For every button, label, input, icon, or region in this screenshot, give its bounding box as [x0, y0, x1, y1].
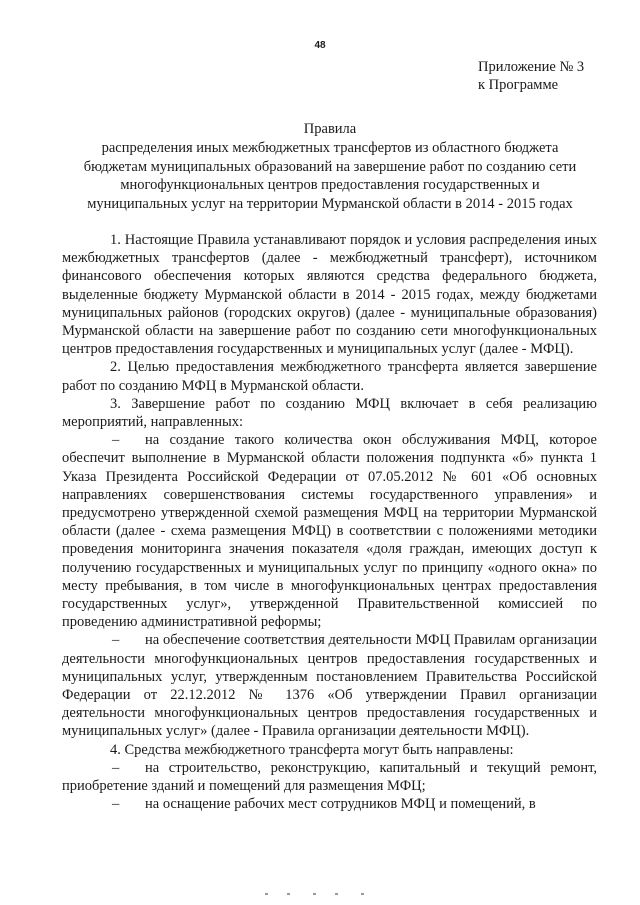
scan-dot [313, 893, 316, 895]
bullet-text: на строительство, реконструкцию, капитальный и текущий ремонт, приобретение зданий и помещений для размещения МФЦ; [62, 759, 597, 795]
bullet-item [62, 431, 597, 631]
title-line: распределения иных межбюджетных трансфертов из областного бюджета [101, 140, 559, 157]
bullet-item [62, 795, 597, 813]
paragraph-4: 4. Средства межбюджетного трансферта могут быть направлены: [110, 741, 514, 758]
appendix-number: Приложение № 3 [478, 59, 585, 75]
scan-artifact [265, 893, 385, 897]
paragraph-1: 1. Настоящие Правила устанавливают порядок и условия распределения иных межбюджетных трансфертов (далее - межбюджетный трансферт), источником финансового обеспечения которых являются средства федерального бюджета, выделенные бюджету Мурманской области в 2014 - 2015 годах, между бюджетами муниципальных районов (городских округов) (далее - муниципальные образования) Мурманской области на завершение работ по созданию сети многофункциональных центров предоставления государственных и муниципальных услуг (далее - МФЦ). [62, 232, 597, 358]
scan-dot [335, 893, 338, 895]
title-line: многофункциональных центров предоставления государственных и [120, 177, 540, 194]
bullet-item [62, 759, 597, 795]
dash-marker: – [112, 632, 120, 649]
paragraph-3: 3. Завершение работ по созданию МФЦ включает в себя реализацию мероприятий, направленных: [62, 395, 597, 431]
scan-dot [265, 893, 268, 895]
dash-marker: – [112, 432, 120, 449]
document-body [62, 231, 597, 814]
page-number: 48 [314, 40, 326, 51]
appendix-label [478, 58, 584, 94]
title-main: Правила [303, 121, 357, 137]
dash-marker: – [112, 796, 120, 813]
title-line: бюджетам муниципальных образований на завершение работ по созданию сети [83, 158, 577, 175]
bullet-item [62, 631, 597, 740]
bullet-text: на создание такого количества окон обслуживания МФЦ, которое обеспечит выполнение в Мурманской области положения подпункта «б» пункта 1 Указа Президента Российской Федерации от 07.05.2012 № 601 «Об основных направлениях совершенствования системы государственного управления» и предусмотрено утвержденной схемой размещения МФЦ на территории Мурманской области (далее - схема размещения МФЦ) в соответствии с положениями методики проведения мониторинга значения показателя «доля граждан, имеющих доступ к получению государственных и муниципальных услуг по принципу «одного окна» по месту пребывания, в том числе в многофункциональных центрах предоставления государственных услуг», утвержденной Правительственной комиссией по проведению административной реформы; [62, 432, 597, 631]
bullet-text: на обеспечение соответствия деятельности МФЦ Правилам организации деятельности многофункциональных центров предоставления государственных и муниципальных услуг, утвержденным постановлением Правительства Российской Федерации от 22.12.2012 № 1376 «Об утверждении Правил организации деятельности многофункциональных центров предоставления государственных и муниципальных услуг» (далее - Правила организации деятельности МФЦ). [62, 632, 597, 740]
scan-dot [361, 893, 364, 895]
document-title [60, 120, 600, 213]
bullet-text: на оснащение рабочих мест сотрудников МФЦ и помещений, в [145, 796, 536, 813]
appendix-program: к Программе [478, 77, 559, 93]
paragraph-2: 2. Целью предоставления межбюджетного трансферта является завершение работ по созданию МФЦ в Мурманской области. [62, 359, 597, 394]
title-line: муниципальных услуг на территории Мурманской области в 2014 - 2015 годах [87, 195, 573, 212]
dash-marker: – [112, 759, 120, 776]
scan-dot [287, 893, 290, 895]
